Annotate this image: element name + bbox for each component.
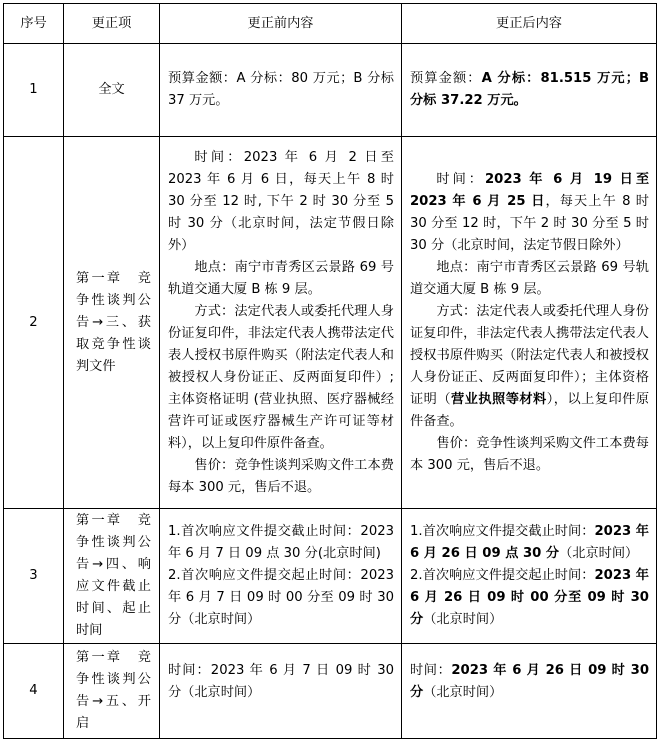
- after-paragraph-time: [410, 169, 649, 257]
- after-text: （北京时间）: [423, 612, 503, 627]
- after-paragraph: [410, 660, 649, 704]
- before-paragraph-deadline: 1.首次响应文件提交截止时间：2023 年 6 月 7 日 09 点 30 分(北京时间): [168, 524, 394, 561]
- after-content: [402, 44, 657, 137]
- after-text: 时间：: [436, 171, 485, 187]
- after-paragraph: [410, 68, 649, 112]
- after-text-bold: A 分标：81.515 万元；B 分标 37.22 万元。: [410, 71, 649, 108]
- header-row: [4, 4, 657, 44]
- before-paragraph-price: 售价：竞争性谈判采购文件工本费每本 300 元，售后不退。: [168, 457, 394, 495]
- after-text-bold: 2023 年 6 月 26 日 09 时 00 分至 09 时 30 分: [410, 568, 649, 627]
- after-paragraph-location: 地点：南宁市青秀区云景路 69 号轨道交通大厦 B 栋 9 层。: [410, 259, 649, 297]
- corrected-item: 第一章 竞争性谈判公告→三、获取竞争性谈判文件: [64, 137, 160, 509]
- before-paragraph-location: 地点：南宁市青秀区云景路 69 号轨道交通大厦 B 栋 9 层。: [168, 259, 394, 297]
- table-row: [4, 644, 657, 739]
- corrected-item: 第一章 竞争性谈判公告→四、响应文件截止时间、起止时间: [64, 509, 160, 644]
- row-number: 3: [4, 509, 64, 644]
- after-paragraph-method: [410, 301, 649, 433]
- after-text-bold: 2023 年 6 月 26 日 09 点 30 分: [410, 524, 649, 561]
- row-number: 4: [4, 644, 64, 739]
- after-text: ，每天上午 8 时 30 分至 12 时，下午 2 时 30 分至 5 时 30 分（北京时间，法定节假日除外）: [410, 193, 649, 253]
- row-number: 1: [4, 44, 64, 137]
- after-text: 2.首次响应文件提交起止时间：: [410, 568, 595, 583]
- after-text: 1.首次响应文件提交截止时间：: [410, 524, 595, 539]
- corrected-item: 全文: [64, 44, 160, 137]
- row-number: 2: [4, 137, 64, 509]
- after-text-bold: 2023 年 6 月 26 日 09 时 30 分: [410, 663, 650, 700]
- before-paragraph-window: 2.首次响应文件提交起止时间：2023 年 6 月 7 日 09 时 00 分至 09 时 30 分（北京时间）: [168, 568, 394, 627]
- before-content: [160, 44, 402, 137]
- after-text: 方式：法定代表人或委托代理人身份证复印件，非法定代表人携带法定代表人授权书原件购买（附法定代表人和被授权人身份证正、反两面复印件）；主体资格证明（: [410, 303, 649, 407]
- correction-table: [3, 3, 657, 739]
- after-text: ），以上复印件原件备查。: [410, 391, 650, 429]
- after-text: （北京时间）: [423, 685, 503, 700]
- header-after-content: 更正后内容: [402, 4, 657, 44]
- table-row: [4, 137, 657, 509]
- before-paragraph: 预算金额：A 分标：80 万元；B 分标 37 万元。: [168, 71, 394, 108]
- after-text-bold: 营业执照等材料: [451, 391, 547, 407]
- header-corrected-item: 更正项: [64, 4, 160, 44]
- after-content: [402, 509, 657, 644]
- after-text: （北京时间）: [559, 546, 639, 561]
- before-paragraph: 时间：2023 年 6 月 7 日 09 时 30 分（北京时间）: [168, 663, 394, 700]
- before-paragraph-time: 时间：2023 年 6 月 2 日至 2023 年 6 月 6 日，每天上午 8 时 30 分至 12 时, 下午 2 时 30 分至 5 时 30 分（北京时间，法定节假日除外）: [168, 149, 394, 253]
- table-row: [4, 44, 657, 137]
- after-content: [402, 644, 657, 739]
- after-content: [402, 137, 657, 509]
- header-before-content: 更正前内容: [160, 4, 402, 44]
- header-serial-no: 序号: [4, 4, 64, 44]
- after-paragraph-deadline: [410, 521, 649, 565]
- after-paragraph-price: 售价：竞争性谈判采购文件工本费每本 300 元，售后不退。: [410, 435, 649, 473]
- after-text-bold: 2023 年 6 月 19 日至 2023 年 6 月 25 日: [410, 171, 650, 209]
- after-text: 时间：: [410, 663, 452, 678]
- before-paragraph-method: 方式：法定代表人或委托代理人身份证复印件，非法定代表人携带法定代表人授权书原件购买（附法定代表人和被授权人身份证正、反两面复印件）; 主体资格证明 (营业执照、医疗器械经营许可证或医疗器械生产许可证等材料），以上复印件原件备查。: [168, 303, 394, 451]
- corrected-item: 第一章 竞争性谈判公告→五、开启: [64, 644, 160, 739]
- table-row: [4, 509, 657, 644]
- before-content: [160, 509, 402, 644]
- after-paragraph-window: [410, 565, 649, 631]
- before-content: [160, 644, 402, 739]
- before-content: [160, 137, 402, 509]
- after-text: 预算金额：: [410, 71, 482, 86]
